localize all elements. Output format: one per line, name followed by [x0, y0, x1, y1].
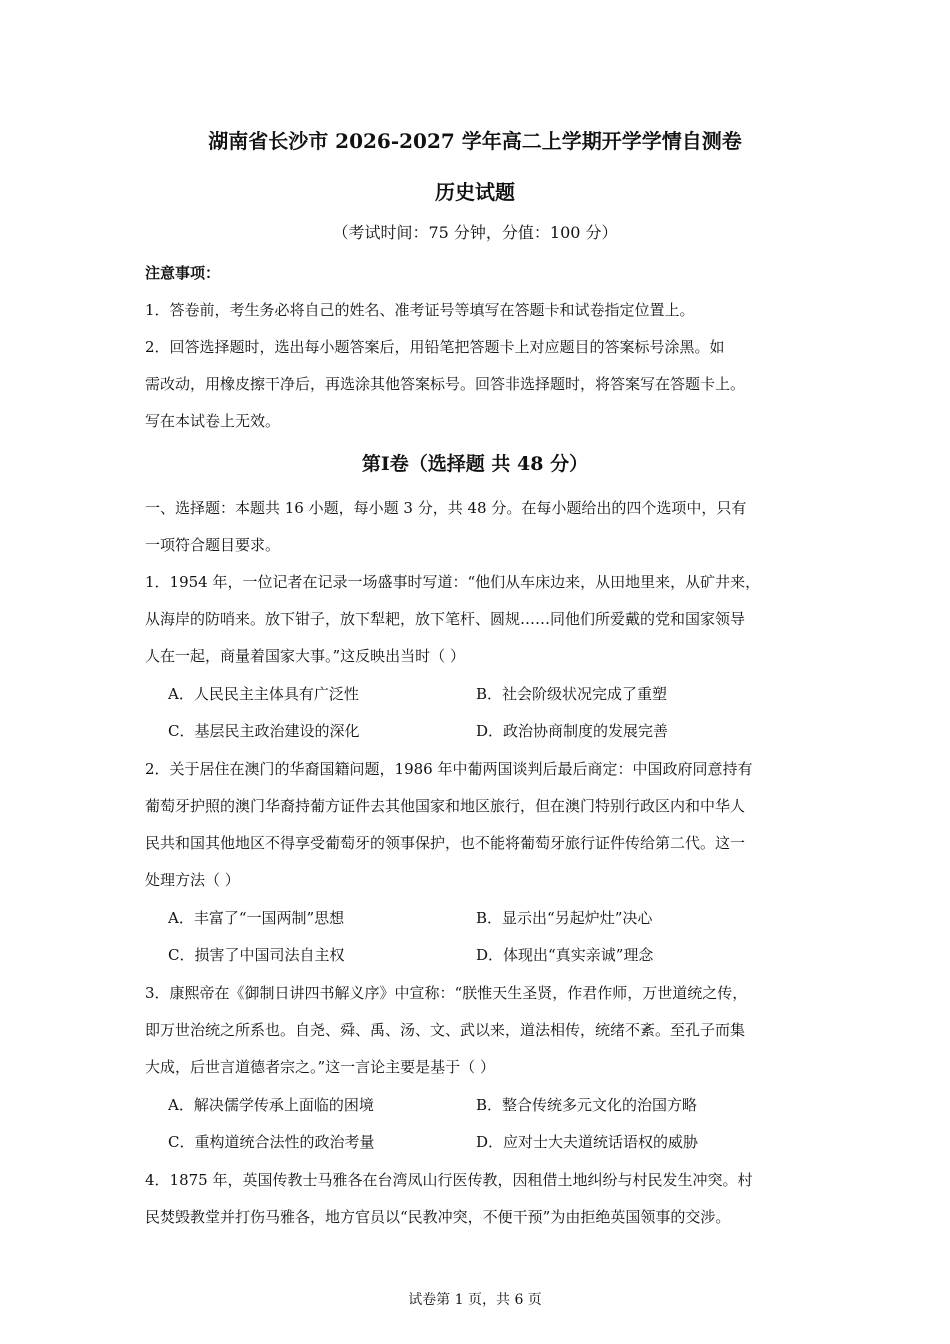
question-3-option-c: C．重构道统合法性的政治考量 [168, 1133, 375, 1151]
question-4-text: 4．1875 年，英国传教士马雅各在台湾凤山行医传教，因租借土地纠纷与村民发生冲突。村 [145, 1171, 753, 1189]
notice-line: 1．答卷前，考生务必将自己的姓名、准考证号等填写在答题卡和试卷指定位置上。 [145, 301, 695, 319]
question-2-option-b: B．显示出“另起炉灶”决心 [476, 909, 653, 927]
exam-title: 湖南省长沙市 2026-2027 学年高二上学期开学学情自测卷 [208, 129, 742, 153]
question-1-text: 1．1954 年，一位记者在记录一场盛事时写道：“他们从车床边来，从田地里来，从矿井来， [145, 573, 761, 591]
page-footer: 试卷第 1 页，共 6 页 [408, 1292, 542, 1308]
question-2-text: 2．关于居住在澳门的华裔国籍问题，1986 年中葡两国谈判后最后商定：中国政府同意持有 [145, 760, 753, 778]
question-1-option-a: A．人民民主主体具有广泛性 [168, 685, 359, 703]
question-1-option-d: D．政治协商制度的发展完善 [476, 722, 669, 740]
question-4-text: 民焚毁教堂并打伤马雅各，地方官员以“民教冲突，不便干预”为由拒绝英国领事的交涉。 [145, 1208, 731, 1226]
notice-heading: 注意事项： [145, 264, 221, 282]
question-1-text: 从海岸的防哨来。放下钳子，放下犁耙，放下笔杆、圆规……同他们所爱戴的党和国家领导 [145, 610, 746, 628]
section-instructions: 一项符合题目要求。 [145, 536, 281, 554]
exam-subject: 历史试题 [435, 180, 515, 204]
notice-line: 写在本试卷上无效。 [145, 412, 281, 430]
question-2-option-a: A．丰富了“一国两制”思想 [168, 909, 345, 927]
question-1-option-c: C．基层民主政治建设的深化 [168, 722, 360, 740]
question-2-option-d: D．体现出“真实亲诚”理念 [476, 946, 654, 964]
question-2-option-c: C．损害了中国司法自主权 [168, 946, 345, 964]
question-1-text: 人在一起，商量着国家大事。”这反映出当时（ ） [145, 647, 465, 665]
question-2-text: 葡萄牙护照的澳门华裔持葡方证件去其他国家和地区旅行，但在澳门特别行政区内和中华人 [145, 797, 746, 815]
question-2-text: 民共和国其他地区不得享受葡萄牙的领事保护，也不能将葡萄牙旅行证件传给第二代。这一 [145, 834, 746, 852]
question-1-option-b: B．社会阶级状况完成了重塑 [476, 685, 668, 703]
question-3-option-b: B．整合传统多元文化的治国方略 [476, 1096, 698, 1114]
exam-info: （考试时间：75 分钟，分值：100 分） [332, 223, 618, 242]
question-3-option-d: D．应对士大夫道统话语权的威胁 [476, 1133, 699, 1151]
question-3-text: 大成，后世言道德者宗之。”这一言论主要是基于（ ） [145, 1058, 495, 1076]
question-3-option-a: A．解决儒学传承上面临的困境 [168, 1096, 374, 1114]
notice-line: 需改动，用橡皮擦干净后，再选涂其他答案标号。回答非选择题时，将答案写在答题卡上。 [145, 375, 746, 393]
notice-line: 2．回答选择题时，选出每小题答案后，用铅笔把答题卡上对应题目的答案标号涂黑。如 [145, 338, 725, 356]
section-instructions: 一、选择题：本题共 16 小题，每小题 3 分，共 48 分。在每小题给出的四个选项中，只有 [145, 499, 747, 517]
question-2-text: 处理方法（ ） [145, 871, 240, 889]
question-3-text: 3．康熙帝在《御制日讲四书解义序》中宣称：“朕惟天生圣贤，作君作师，万世道统之传， [145, 984, 748, 1002]
question-3-text: 即万世治统之所系也。自尧、舜、禹、汤、文、武以来，道法相传，统绪不紊。至孔子而集 [145, 1021, 746, 1039]
part1-title: 第Ⅰ卷（选择题 共 48 分） [361, 453, 589, 475]
